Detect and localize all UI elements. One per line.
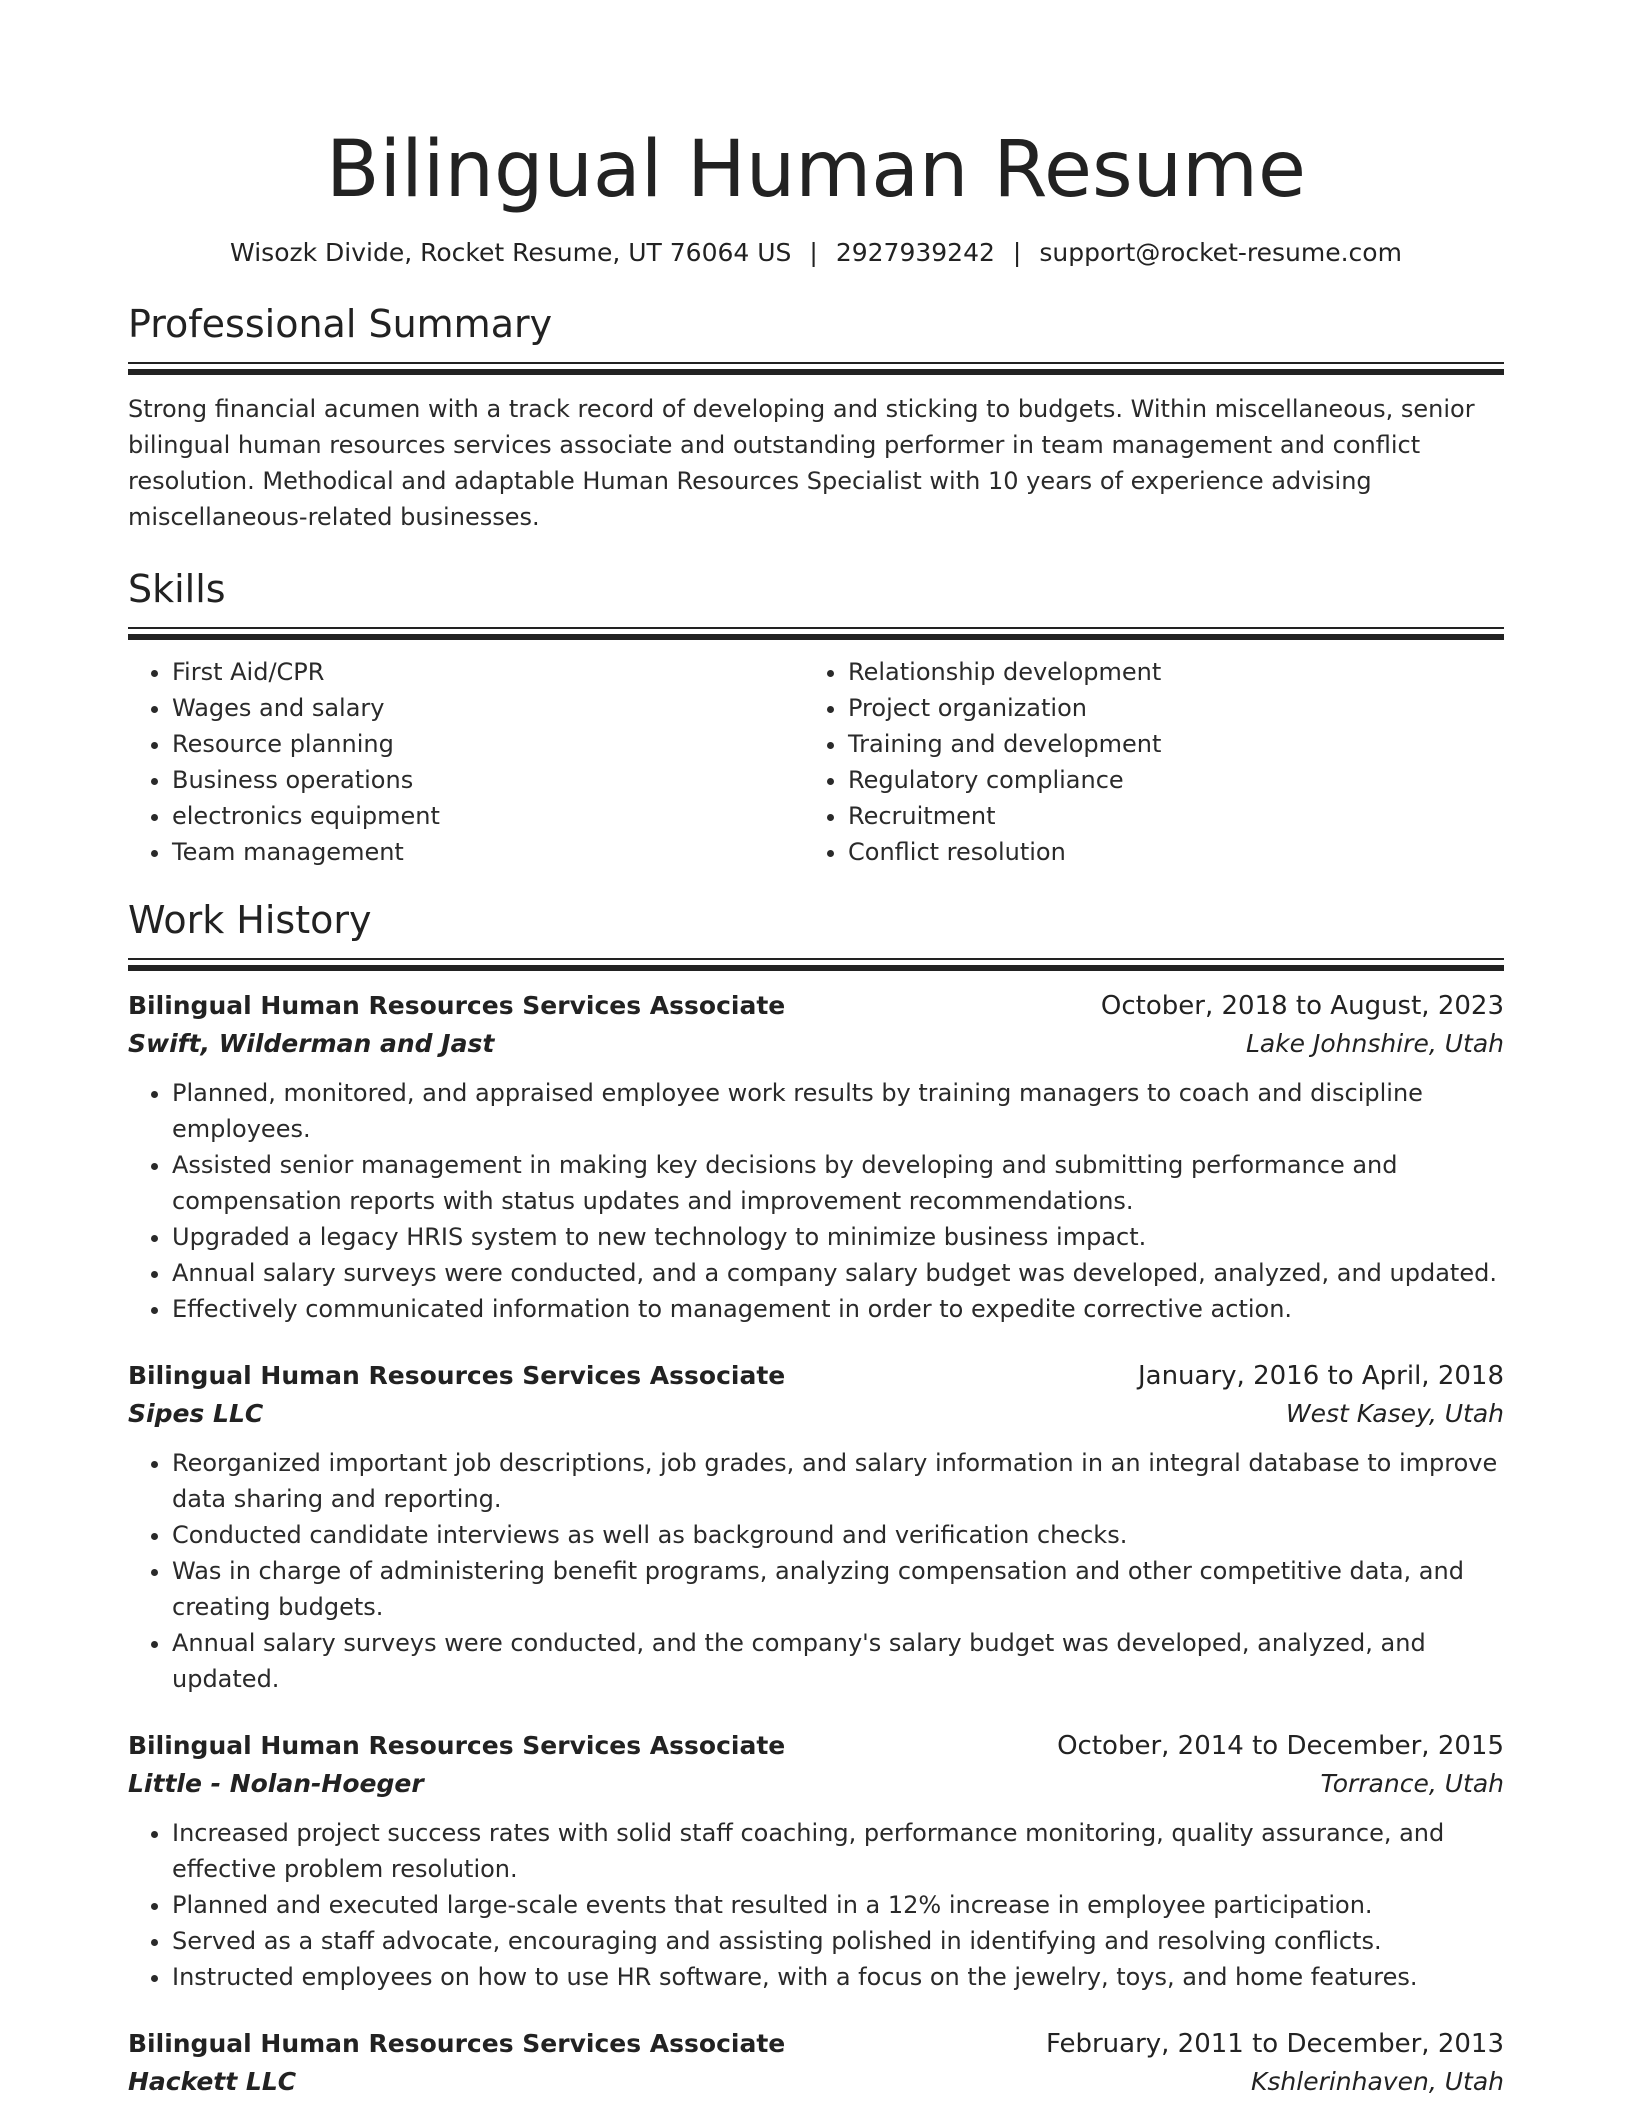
job-bullet: • Annual salary surveys were conducted, and a company salary budget was developed, analyzed, and updated. [172,1255,1504,1291]
contact-email: support@rocket-resume.com [1039,238,1402,267]
job-company: Little - Nolan-Hoeger [128,1769,424,1798]
job-bullet: • Conducted candidate interviews as well as background and verification checks. [172,1517,1504,1553]
job-title: Bilingual Human Resources Services Associate [128,2029,786,2058]
job-dates: January, 2016 to April, 2018 [1137,1361,1504,1391]
job-company: Hackett LLC [128,2067,297,2096]
job-header-row [128,2025,1504,2063]
job-company: Swift, Wilderman and Jast [128,1029,495,1058]
job-bullet: • Planned and executed large-scale events that resulted in a 12% increase in employee participation. [172,1887,1504,1923]
skill-item: • Conflict resolution [848,834,1480,870]
section-divider [128,362,1504,375]
job-bullet: • Planned, monitored, and appraised employee work results by training managers to coach and discipline employees. [172,1075,1504,1147]
job-header-row [128,1727,1504,1765]
job-title: Bilingual Human Resources Services Associate [128,991,786,1020]
job-title: Bilingual Human Resources Services Associate [128,1361,786,1390]
job-location: Kshlerinhaven, Utah [1250,2067,1504,2096]
section-title-skills: Skills [128,567,226,611]
job-entry [128,987,1504,1327]
job-bullets [128,1815,1504,1995]
skill-item: • electronics equipment [172,798,804,834]
skills-list-left [128,654,804,870]
skill-item: • Business operations [172,762,804,798]
section-divider [128,627,1504,640]
job-company-row [128,1765,1504,1803]
resume-name: Bilingual Human Resume [326,125,1306,215]
contact-separator: | [809,238,818,267]
job-location: Torrance, Utah [1320,1769,1504,1798]
summary-text: Strong financial acumen with a track record of developing and sticking to budgets. Within miscellaneous, senior bilingual human resources services associate and outstanding performer in team management and conflict resolution. Methodical and adaptable Human Resources Specialist with 10 years of experience advising miscellaneous-related businesses. [128,395,1475,531]
job-company: Sipes LLC [128,1399,264,1428]
job-dates: October, 2018 to August, 2023 [1100,991,1504,1021]
job-bullet: • Upgraded a legacy HRIS system to new technology to minimize business impact. [172,1219,1504,1255]
job-bullet: • Reorganized important job descriptions, job grades, and salary information in an integral database to improve data sharing and reporting. [172,1445,1504,1517]
skill-item: • Team management [172,834,804,870]
job-dates: February, 2011 to December, 2013 [1045,2029,1504,2059]
contact-line [128,236,1504,270]
job-entry [128,2025,1504,2101]
job-location: West Kasey, Utah [1285,1399,1504,1428]
job-dates: October, 2014 to December, 2015 [1057,1731,1504,1761]
job-company-row [128,1025,1504,1063]
skill-item: • Wages and salary [172,690,804,726]
section-title-work: Work History [128,898,372,942]
skill-item: • Training and development [848,726,1480,762]
job-bullet: • Assisted senior management in making key decisions by developing and submitting performance and compensation reports with status updates and improvement recommendations. [172,1147,1504,1219]
skills-section [128,565,1504,870]
skill-item: • Regulatory compliance [848,762,1480,798]
job-company-row [128,1395,1504,1433]
contact-separator: | [1012,238,1022,267]
skill-item: • Relationship development [848,654,1480,690]
skills-columns [128,654,1504,870]
job-header-row [128,987,1504,1025]
job-bullet: • Instructed employees on how to use HR software, with a focus on the jewelry, toys, and home features. [172,1959,1504,1995]
section-divider [128,958,1504,971]
job-bullet: • Served as a staff advocate, encouraging and assisting polished in identifying and resolving conflicts. [172,1923,1504,1959]
job-location: Lake Johnshire, Utah [1245,1029,1504,1058]
contact-phone: 2927939242 [835,238,995,267]
job-entry [128,1727,1504,1995]
job-bullet: • Increased project success rates with solid staff coaching, performance monitoring, quality assurance, and effective problem resolution. [172,1815,1504,1887]
job-bullets [128,1075,1504,1327]
job-bullet: • Effectively communicated information to management in order to expedite corrective action. [172,1291,1504,1327]
skill-item: • Recruitment [848,798,1480,834]
job-bullet: • Was in charge of administering benefit programs, analyzing compensation and other competitive data, and creating budgets. [172,1553,1504,1625]
skills-list-right [804,654,1480,870]
job-entry [128,1357,1504,1697]
job-header-row [128,1357,1504,1395]
section-title-summary: Professional Summary [128,302,553,346]
job-bullets [128,1445,1504,1697]
skill-item: • Resource planning [172,726,804,762]
job-company-row [128,2063,1504,2101]
skill-item: • First Aid/CPR [172,654,804,690]
contact-address: Wisozk Divide, Rocket Resume, UT 76064 US [230,238,792,267]
summary-section [128,300,1504,535]
skill-item: • Project organization [848,690,1480,726]
resume-page [128,0,1504,2101]
work-history-section [128,896,1504,2101]
job-title: Bilingual Human Resources Services Associate [128,1731,786,1760]
job-bullet: • Annual salary surveys were conducted, and the company's salary budget was developed, analyzed, and updated. [172,1625,1504,1697]
